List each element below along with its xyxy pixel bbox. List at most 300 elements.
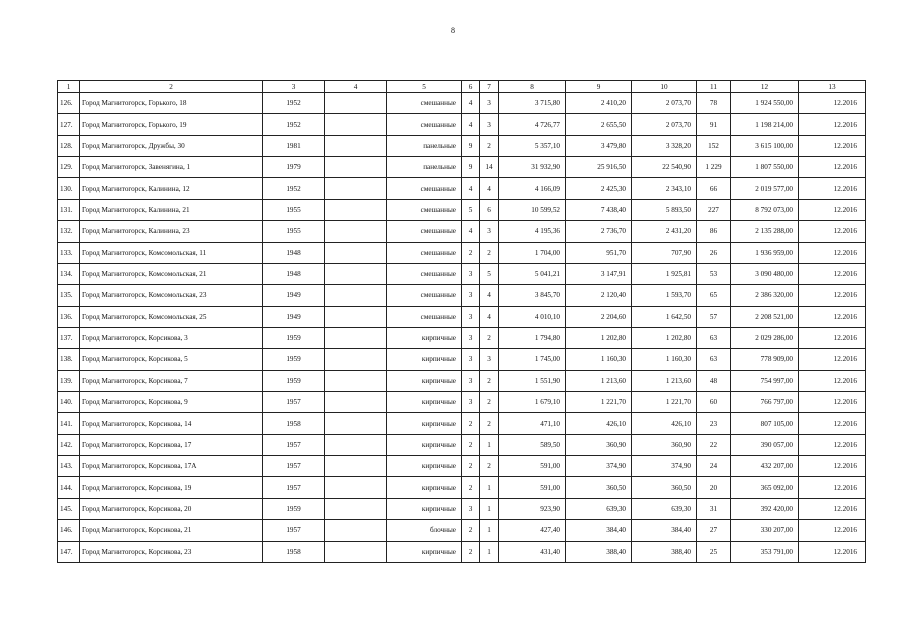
cell-wall-material: кирпичные bbox=[387, 541, 462, 562]
cell-deadline: 12.2016 bbox=[799, 456, 866, 477]
cell-build-year: 1949 bbox=[263, 285, 325, 306]
cell-floors: 5 bbox=[462, 199, 480, 220]
cell-living-area: 3 147,91 bbox=[566, 263, 632, 284]
cell-residential-area: 426,10 bbox=[632, 413, 697, 434]
cell-residential-area: 5 893,50 bbox=[632, 199, 697, 220]
cell-col-4 bbox=[325, 306, 387, 327]
cell-residential-area: 1 593,70 bbox=[632, 285, 697, 306]
cell-total-area: 3 715,80 bbox=[499, 93, 566, 114]
column-header-1: 1 bbox=[58, 81, 80, 93]
cell-deadline: 12.2016 bbox=[799, 413, 866, 434]
cell-build-year: 1959 bbox=[263, 327, 325, 348]
cell-wall-material: кирпичные bbox=[387, 456, 462, 477]
table-row bbox=[58, 306, 866, 327]
cell-deadline: 12.2016 bbox=[799, 242, 866, 263]
cell-wall-material: кирпичные bbox=[387, 434, 462, 455]
cell-row-number: 128. bbox=[58, 135, 80, 156]
cell-address: Город Магнитогорск, Корсикова, 17 bbox=[80, 434, 263, 455]
cell-row-number: 137. bbox=[58, 327, 80, 348]
cell-address: Город Магнитогорск, Комсомольская, 11 bbox=[80, 242, 263, 263]
column-header-8: 8 bbox=[499, 81, 566, 93]
cell-total-area: 1 679,10 bbox=[499, 392, 566, 413]
cell-address: Город Магнитогорск, Комсомольская, 25 bbox=[80, 306, 263, 327]
cell-deadline: 12.2016 bbox=[799, 349, 866, 370]
cell-build-year: 1981 bbox=[263, 135, 325, 156]
column-header-7: 7 bbox=[480, 81, 499, 93]
cell-residential-area: 1 213,60 bbox=[632, 370, 697, 391]
cell-build-year: 1952 bbox=[263, 114, 325, 135]
table-row bbox=[58, 520, 866, 541]
cell-entrances: 1 bbox=[480, 541, 499, 562]
cell-col-4 bbox=[325, 434, 387, 455]
cell-col-4 bbox=[325, 157, 387, 178]
cell-col-4 bbox=[325, 178, 387, 199]
table-row bbox=[58, 285, 866, 306]
cell-build-year: 1949 bbox=[263, 306, 325, 327]
cell-col-4 bbox=[325, 199, 387, 220]
cell-row-number: 133. bbox=[58, 242, 80, 263]
cell-row-number: 127. bbox=[58, 114, 80, 135]
cell-floors: 3 bbox=[462, 263, 480, 284]
cell-floors: 2 bbox=[462, 520, 480, 541]
table-row bbox=[58, 477, 866, 498]
cell-residential-area: 1 642,50 bbox=[632, 306, 697, 327]
cell-cost: 353 791,00 bbox=[731, 541, 799, 562]
cell-address: Город Магнитогорск, Корсикова, 14 bbox=[80, 413, 263, 434]
cell-build-year: 1959 bbox=[263, 370, 325, 391]
cell-residents: 152 bbox=[697, 135, 731, 156]
cell-col-4 bbox=[325, 93, 387, 114]
cell-wall-material: кирпичные bbox=[387, 349, 462, 370]
table-row bbox=[58, 370, 866, 391]
cell-residential-area: 2 073,70 bbox=[632, 93, 697, 114]
cell-cost: 3 090 480,00 bbox=[731, 263, 799, 284]
cell-col-4 bbox=[325, 541, 387, 562]
cell-address: Город Магнитогорск, Корсикова, 21 bbox=[80, 520, 263, 541]
cell-build-year: 1957 bbox=[263, 392, 325, 413]
table-row bbox=[58, 498, 866, 519]
cell-row-number: 146. bbox=[58, 520, 80, 541]
cell-row-number: 131. bbox=[58, 199, 80, 220]
cell-address: Город Магнитогорск, Корсикова, 7 bbox=[80, 370, 263, 391]
cell-residential-area: 2 343,10 bbox=[632, 178, 697, 199]
cell-total-area: 1 745,00 bbox=[499, 349, 566, 370]
cell-deadline: 12.2016 bbox=[799, 498, 866, 519]
cell-residential-area: 3 328,20 bbox=[632, 135, 697, 156]
cell-residential-area: 22 540,90 bbox=[632, 157, 697, 178]
cell-deadline: 12.2016 bbox=[799, 178, 866, 199]
cell-build-year: 1955 bbox=[263, 221, 325, 242]
cell-cost: 2 019 577,00 bbox=[731, 178, 799, 199]
cell-total-area: 591,00 bbox=[499, 477, 566, 498]
cell-cost: 807 105,00 bbox=[731, 413, 799, 434]
column-header-11: 11 bbox=[697, 81, 731, 93]
cell-living-area: 7 438,40 bbox=[566, 199, 632, 220]
cell-entrances: 6 bbox=[480, 199, 499, 220]
cell-col-4 bbox=[325, 221, 387, 242]
cell-deadline: 12.2016 bbox=[799, 327, 866, 348]
cell-living-area: 951,70 bbox=[566, 242, 632, 263]
cell-address: Город Магнитогорск, Комсомольская, 23 bbox=[80, 285, 263, 306]
cell-address: Город Магнитогорск, Корсикова, 5 bbox=[80, 349, 263, 370]
cell-living-area: 2 204,60 bbox=[566, 306, 632, 327]
cell-row-number: 143. bbox=[58, 456, 80, 477]
cell-address: Город Магнитогорск, Корсикова, 20 bbox=[80, 498, 263, 519]
cell-row-number: 145. bbox=[58, 498, 80, 519]
cell-floors: 4 bbox=[462, 114, 480, 135]
cell-address: Город Магнитогорск, Калинина, 21 bbox=[80, 199, 263, 220]
cell-living-area: 384,40 bbox=[566, 520, 632, 541]
cell-residents: 53 bbox=[697, 263, 731, 284]
cell-residents: 31 bbox=[697, 498, 731, 519]
table-row bbox=[58, 93, 866, 114]
cell-residents: 60 bbox=[697, 392, 731, 413]
cell-floors: 3 bbox=[462, 349, 480, 370]
cell-deadline: 12.2016 bbox=[799, 114, 866, 135]
cell-floors: 2 bbox=[462, 242, 480, 263]
cell-cost: 754 997,00 bbox=[731, 370, 799, 391]
cell-total-area: 10 599,52 bbox=[499, 199, 566, 220]
cell-entrances: 3 bbox=[480, 93, 499, 114]
cell-cost: 3 615 100,00 bbox=[731, 135, 799, 156]
cell-wall-material: смешанные bbox=[387, 285, 462, 306]
column-header-2: 2 bbox=[80, 81, 263, 93]
cell-entrances: 4 bbox=[480, 306, 499, 327]
cell-address: Город Магнитогорск, Завенягина, 1 bbox=[80, 157, 263, 178]
cell-address: Город Магнитогорск, Корсикова, 3 bbox=[80, 327, 263, 348]
cell-residents: 86 bbox=[697, 221, 731, 242]
cell-total-area: 4 166,09 bbox=[499, 178, 566, 199]
table-row bbox=[58, 456, 866, 477]
table-row bbox=[58, 392, 866, 413]
cell-residential-area: 384,40 bbox=[632, 520, 697, 541]
cell-total-area: 589,50 bbox=[499, 434, 566, 455]
table-row bbox=[58, 327, 866, 348]
cell-address: Город Магнитогорск, Дружбы, 30 bbox=[80, 135, 263, 156]
table-row bbox=[58, 242, 866, 263]
cell-row-number: 135. bbox=[58, 285, 80, 306]
cell-residential-area: 388,40 bbox=[632, 541, 697, 562]
cell-build-year: 1955 bbox=[263, 199, 325, 220]
cell-residents: 57 bbox=[697, 306, 731, 327]
cell-col-4 bbox=[325, 498, 387, 519]
cell-col-4 bbox=[325, 327, 387, 348]
cell-row-number: 136. bbox=[58, 306, 80, 327]
cell-floors: 2 bbox=[462, 541, 480, 562]
cell-total-area: 5 357,10 bbox=[499, 135, 566, 156]
cell-row-number: 129. bbox=[58, 157, 80, 178]
cell-cost: 1 924 550,00 bbox=[731, 93, 799, 114]
cell-entrances: 2 bbox=[480, 242, 499, 263]
cell-total-area: 5 041,21 bbox=[499, 263, 566, 284]
cell-floors: 2 bbox=[462, 477, 480, 498]
column-header-13: 13 bbox=[799, 81, 866, 93]
cell-cost: 778 909,00 bbox=[731, 349, 799, 370]
cell-residential-area: 1 221,70 bbox=[632, 392, 697, 413]
cell-wall-material: панельные bbox=[387, 135, 462, 156]
cell-total-area: 3 845,70 bbox=[499, 285, 566, 306]
cell-entrances: 1 bbox=[480, 520, 499, 541]
cell-living-area: 2 410,20 bbox=[566, 93, 632, 114]
cell-build-year: 1957 bbox=[263, 520, 325, 541]
cell-floors: 2 bbox=[462, 434, 480, 455]
table-row bbox=[58, 263, 866, 284]
cell-entrances: 4 bbox=[480, 285, 499, 306]
cell-residential-area: 2 073,70 bbox=[632, 114, 697, 135]
cell-address: Город Магнитогорск, Горького, 18 bbox=[80, 93, 263, 114]
table-row bbox=[58, 434, 866, 455]
cell-living-area: 2 736,70 bbox=[566, 221, 632, 242]
cell-address: Город Магнитогорск, Корсикова, 9 bbox=[80, 392, 263, 413]
cell-floors: 2 bbox=[462, 413, 480, 434]
cell-entrances: 2 bbox=[480, 456, 499, 477]
cell-deadline: 12.2016 bbox=[799, 157, 866, 178]
cell-entrances: 1 bbox=[480, 477, 499, 498]
cell-floors: 9 bbox=[462, 157, 480, 178]
cell-residential-area: 374,90 bbox=[632, 456, 697, 477]
cell-build-year: 1979 bbox=[263, 157, 325, 178]
cell-residents: 48 bbox=[697, 370, 731, 391]
cell-col-4 bbox=[325, 477, 387, 498]
cell-entrances: 2 bbox=[480, 392, 499, 413]
cell-row-number: 139. bbox=[58, 370, 80, 391]
cell-deadline: 12.2016 bbox=[799, 135, 866, 156]
column-header-3: 3 bbox=[263, 81, 325, 93]
cell-living-area: 426,10 bbox=[566, 413, 632, 434]
cell-residential-area: 2 431,20 bbox=[632, 221, 697, 242]
cell-living-area: 1 202,80 bbox=[566, 327, 632, 348]
cell-row-number: 130. bbox=[58, 178, 80, 199]
cell-residents: 27 bbox=[697, 520, 731, 541]
cell-col-4 bbox=[325, 520, 387, 541]
cell-wall-material: смешанные bbox=[387, 114, 462, 135]
cell-residents: 63 bbox=[697, 327, 731, 348]
cell-col-4 bbox=[325, 392, 387, 413]
cell-living-area: 1 221,70 bbox=[566, 392, 632, 413]
cell-deadline: 12.2016 bbox=[799, 541, 866, 562]
cell-wall-material: блочные bbox=[387, 520, 462, 541]
page-number: 8 bbox=[451, 26, 455, 35]
cell-wall-material: смешанные bbox=[387, 242, 462, 263]
cell-living-area: 1 160,30 bbox=[566, 349, 632, 370]
cell-total-area: 923,90 bbox=[499, 498, 566, 519]
cell-col-4 bbox=[325, 285, 387, 306]
cell-residents: 20 bbox=[697, 477, 731, 498]
cell-floors: 9 bbox=[462, 135, 480, 156]
cell-wall-material: смешанные bbox=[387, 263, 462, 284]
cell-living-area: 2 655,50 bbox=[566, 114, 632, 135]
cell-floors: 3 bbox=[462, 327, 480, 348]
cell-cost: 2 135 288,00 bbox=[731, 221, 799, 242]
cell-entrances: 2 bbox=[480, 370, 499, 391]
cell-entrances: 3 bbox=[480, 114, 499, 135]
cell-residents: 78 bbox=[697, 93, 731, 114]
cell-wall-material: кирпичные bbox=[387, 392, 462, 413]
cell-cost: 392 420,00 bbox=[731, 498, 799, 519]
cell-total-area: 591,00 bbox=[499, 456, 566, 477]
cell-address: Город Магнитогорск, Калинина, 12 bbox=[80, 178, 263, 199]
cell-residents: 1 229 bbox=[697, 157, 731, 178]
cell-deadline: 12.2016 bbox=[799, 221, 866, 242]
cell-deadline: 12.2016 bbox=[799, 392, 866, 413]
cell-total-area: 471,10 bbox=[499, 413, 566, 434]
column-header-12: 12 bbox=[731, 81, 799, 93]
cell-deadline: 12.2016 bbox=[799, 263, 866, 284]
cell-total-area: 31 932,90 bbox=[499, 157, 566, 178]
cell-wall-material: смешанные bbox=[387, 221, 462, 242]
cell-address: Город Магнитогорск, Калинина, 23 bbox=[80, 221, 263, 242]
column-header-4: 4 bbox=[325, 81, 387, 93]
cell-entrances: 3 bbox=[480, 349, 499, 370]
cell-living-area: 25 916,50 bbox=[566, 157, 632, 178]
cell-floors: 4 bbox=[462, 93, 480, 114]
cell-floors: 3 bbox=[462, 285, 480, 306]
cell-col-4 bbox=[325, 114, 387, 135]
cell-wall-material: кирпичные bbox=[387, 477, 462, 498]
cell-cost: 8 792 073,00 bbox=[731, 199, 799, 220]
table-row bbox=[58, 135, 866, 156]
cell-living-area: 388,40 bbox=[566, 541, 632, 562]
cell-col-4 bbox=[325, 349, 387, 370]
cell-wall-material: панельные bbox=[387, 157, 462, 178]
cell-address: Город Магнитогорск, Корсикова, 17А bbox=[80, 456, 263, 477]
cell-residential-area: 707,90 bbox=[632, 242, 697, 263]
cell-residents: 22 bbox=[697, 434, 731, 455]
column-number-row bbox=[58, 81, 866, 93]
cell-living-area: 2 425,30 bbox=[566, 178, 632, 199]
cell-build-year: 1959 bbox=[263, 498, 325, 519]
cell-col-4 bbox=[325, 242, 387, 263]
cell-total-area: 1 551,90 bbox=[499, 370, 566, 391]
cell-row-number: 147. bbox=[58, 541, 80, 562]
cell-living-area: 2 120,40 bbox=[566, 285, 632, 306]
cell-entrances: 14 bbox=[480, 157, 499, 178]
cell-row-number: 140. bbox=[58, 392, 80, 413]
cell-deadline: 12.2016 bbox=[799, 370, 866, 391]
cell-row-number: 142. bbox=[58, 434, 80, 455]
cell-col-4 bbox=[325, 263, 387, 284]
cell-cost: 432 207,00 bbox=[731, 456, 799, 477]
cell-total-area: 1 794,80 bbox=[499, 327, 566, 348]
cell-total-area: 4 010,10 bbox=[499, 306, 566, 327]
cell-total-area: 4 726,77 bbox=[499, 114, 566, 135]
cell-total-area: 4 195,36 bbox=[499, 221, 566, 242]
cell-residents: 227 bbox=[697, 199, 731, 220]
cell-deadline: 12.2016 bbox=[799, 285, 866, 306]
cell-wall-material: смешанные bbox=[387, 178, 462, 199]
cell-row-number: 138. bbox=[58, 349, 80, 370]
cell-address: Город Магнитогорск, Комсомольская, 21 bbox=[80, 263, 263, 284]
cell-residents: 66 bbox=[697, 178, 731, 199]
cell-cost: 766 797,00 bbox=[731, 392, 799, 413]
table-row bbox=[58, 114, 866, 135]
cell-build-year: 1957 bbox=[263, 434, 325, 455]
cell-wall-material: смешанные bbox=[387, 93, 462, 114]
cell-living-area: 639,30 bbox=[566, 498, 632, 519]
cell-residents: 24 bbox=[697, 456, 731, 477]
cell-floors: 3 bbox=[462, 392, 480, 413]
cell-cost: 1 936 959,00 bbox=[731, 242, 799, 263]
cell-wall-material: смешанные bbox=[387, 199, 462, 220]
table-row bbox=[58, 157, 866, 178]
cell-build-year: 1957 bbox=[263, 477, 325, 498]
cell-residential-area: 360,50 bbox=[632, 477, 697, 498]
cell-cost: 2 386 320,00 bbox=[731, 285, 799, 306]
cell-total-area: 1 704,00 bbox=[499, 242, 566, 263]
cell-living-area: 360,90 bbox=[566, 434, 632, 455]
table-row bbox=[58, 413, 866, 434]
cell-wall-material: кирпичные bbox=[387, 413, 462, 434]
cell-residential-area: 1 202,80 bbox=[632, 327, 697, 348]
cell-row-number: 126. bbox=[58, 93, 80, 114]
cell-row-number: 144. bbox=[58, 477, 80, 498]
cell-residential-area: 1 160,30 bbox=[632, 349, 697, 370]
table-row bbox=[58, 541, 866, 562]
cell-floors: 4 bbox=[462, 221, 480, 242]
cell-build-year: 1958 bbox=[263, 541, 325, 562]
cell-entrances: 1 bbox=[480, 434, 499, 455]
cell-row-number: 134. bbox=[58, 263, 80, 284]
cell-cost: 1 807 550,00 bbox=[731, 157, 799, 178]
cell-cost: 365 092,00 bbox=[731, 477, 799, 498]
cell-cost: 2 208 521,00 bbox=[731, 306, 799, 327]
cell-wall-material: кирпичные bbox=[387, 327, 462, 348]
cell-entrances: 2 bbox=[480, 413, 499, 434]
cell-entrances: 3 bbox=[480, 221, 499, 242]
cell-build-year: 1958 bbox=[263, 413, 325, 434]
cell-residents: 91 bbox=[697, 114, 731, 135]
table-row bbox=[58, 221, 866, 242]
cell-residents: 25 bbox=[697, 541, 731, 562]
cell-living-area: 3 479,80 bbox=[566, 135, 632, 156]
cell-living-area: 360,50 bbox=[566, 477, 632, 498]
cell-cost: 390 057,00 bbox=[731, 434, 799, 455]
table-row bbox=[58, 178, 866, 199]
cell-build-year: 1948 bbox=[263, 263, 325, 284]
cell-col-4 bbox=[325, 456, 387, 477]
housing-registry-table bbox=[57, 80, 866, 563]
cell-floors: 2 bbox=[462, 456, 480, 477]
cell-build-year: 1952 bbox=[263, 178, 325, 199]
table-row bbox=[58, 349, 866, 370]
cell-entrances: 2 bbox=[480, 135, 499, 156]
cell-build-year: 1948 bbox=[263, 242, 325, 263]
cell-cost: 2 029 286,00 bbox=[731, 327, 799, 348]
cell-residents: 65 bbox=[697, 285, 731, 306]
column-header-10: 10 bbox=[632, 81, 697, 93]
cell-floors: 3 bbox=[462, 370, 480, 391]
cell-wall-material: кирпичные bbox=[387, 370, 462, 391]
cell-address: Город Магнитогорск, Корсикова, 19 bbox=[80, 477, 263, 498]
cell-col-4 bbox=[325, 135, 387, 156]
cell-floors: 3 bbox=[462, 306, 480, 327]
cell-residential-area: 639,30 bbox=[632, 498, 697, 519]
column-header-9: 9 bbox=[566, 81, 632, 93]
cell-build-year: 1959 bbox=[263, 349, 325, 370]
cell-residents: 23 bbox=[697, 413, 731, 434]
cell-deadline: 12.2016 bbox=[799, 199, 866, 220]
cell-deadline: 12.2016 bbox=[799, 306, 866, 327]
cell-floors: 3 bbox=[462, 498, 480, 519]
cell-deadline: 12.2016 bbox=[799, 477, 866, 498]
cell-cost: 330 207,00 bbox=[731, 520, 799, 541]
cell-residents: 26 bbox=[697, 242, 731, 263]
cell-deadline: 12.2016 bbox=[799, 434, 866, 455]
cell-address: Город Магнитогорск, Корсикова, 23 bbox=[80, 541, 263, 562]
column-header-5: 5 bbox=[387, 81, 462, 93]
column-header-6: 6 bbox=[462, 81, 480, 93]
table-body bbox=[58, 93, 866, 563]
